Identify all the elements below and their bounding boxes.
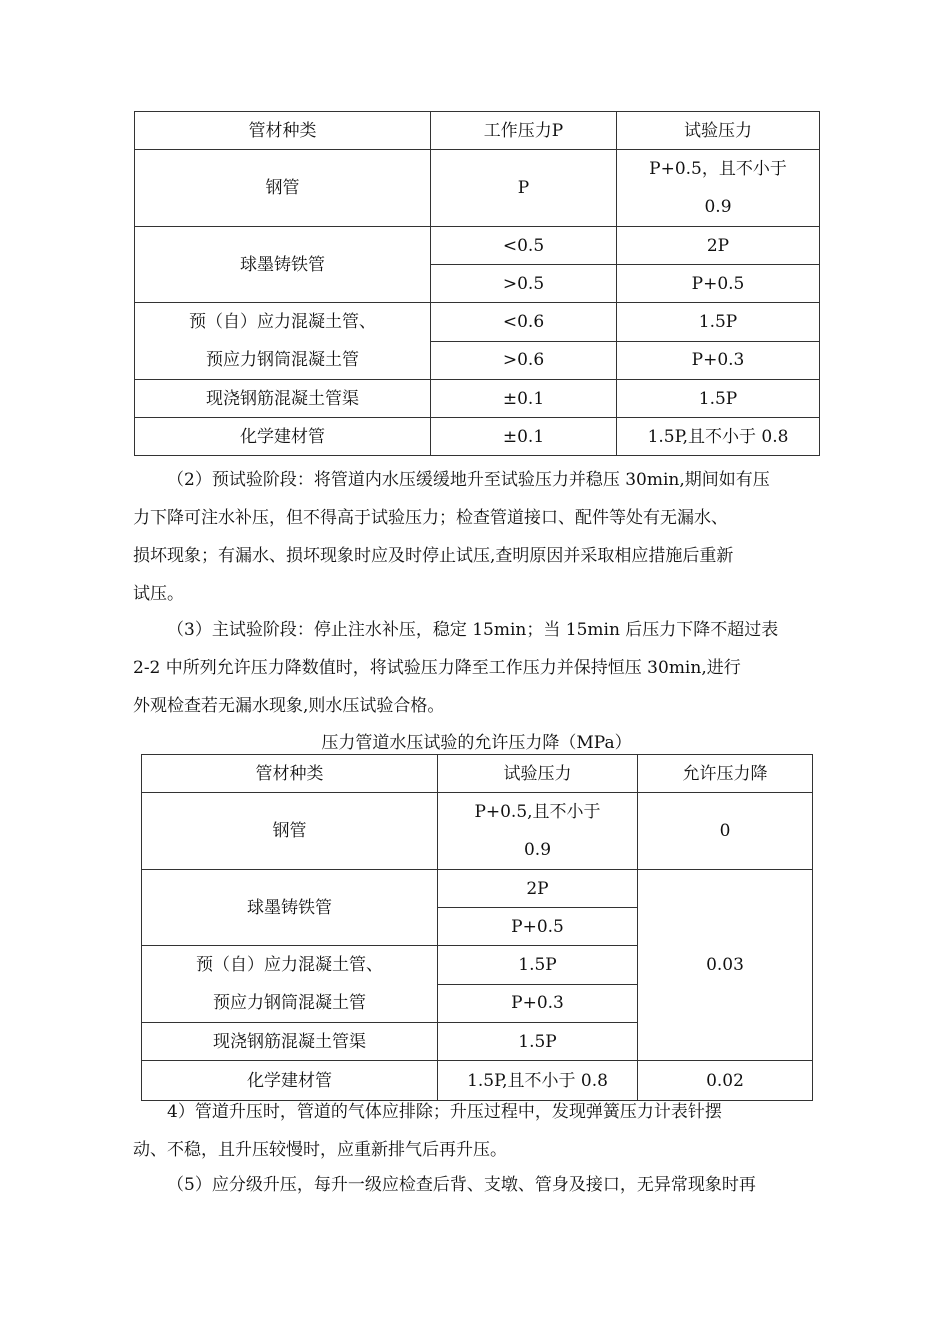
table-caption: 压力管道水压试验的允许压力降（MPa） bbox=[321, 733, 632, 753]
text-line: 4）管道升压时，管道的气体应排除；升压过程中，发现弹簧压力计表针摆 bbox=[167, 1102, 722, 1122]
header-cell: 工作压力P bbox=[431, 112, 617, 150]
text-line: （3）主试验阶段：停止注水补压，稳定 15min；当 15min 后压力下降不超过表 bbox=[167, 620, 779, 640]
text-line: （5）应分级升压，每升一级应检查后背、支墩、管身及接口，无异常现象时再 bbox=[167, 1175, 756, 1195]
material-cell bbox=[142, 946, 438, 1023]
test-pressure-cell: P+0.5 bbox=[617, 265, 820, 303]
text-line: 损坏现象；有漏水、损坏现象时应及时停止试压,查明原因并采取相应措施后重新 bbox=[133, 546, 734, 566]
cell-line: 0.9 bbox=[523, 840, 552, 860]
table-row bbox=[135, 303, 820, 342]
table-row bbox=[142, 793, 813, 870]
work-pressure-cell: ±0.1 bbox=[431, 418, 617, 456]
text-line: 2-2 中所列允许压力降数值时，将试验压力降至工作压力并保持恒压 30min,进行 bbox=[133, 658, 741, 678]
material-cell: 钢管 bbox=[135, 150, 431, 227]
pressure-drop-cell: 0 bbox=[638, 793, 813, 870]
cell-line: 预（自）应力混凝土管、 bbox=[196, 955, 383, 975]
test-pressure-cell: 1.5P,且不小于 0.8 bbox=[438, 1061, 638, 1101]
test-pressure-cell: 1.5P bbox=[438, 946, 638, 985]
text-line: 外观检查若无漏水现象,则水压试验合格。 bbox=[133, 696, 445, 716]
header-cell: 试验压力 bbox=[617, 112, 820, 150]
text-line: 动、不稳，且升压较慢时，应重新排气后再升压。 bbox=[133, 1140, 507, 1160]
text-line: （2）预试验阶段：将管道内水压缓缓地升至试验压力并稳压 30min,期间如有压 bbox=[167, 470, 770, 490]
cell-line: 预（自）应力混凝土管、 bbox=[189, 312, 376, 332]
material-cell: 化学建材管 bbox=[142, 1061, 438, 1101]
work-pressure-cell: P bbox=[431, 150, 617, 227]
header-cell: 管材种类 bbox=[142, 755, 438, 793]
pressure-drop-cell: 0.03 bbox=[638, 870, 813, 1061]
paragraph-pretest bbox=[133, 461, 823, 613]
cell-line: P+0.5，且不小于 bbox=[649, 159, 787, 179]
header-cell: 试验压力 bbox=[438, 755, 638, 793]
header-cell: 允许压力降 bbox=[638, 755, 813, 793]
work-pressure-cell: >0.6 bbox=[431, 341, 617, 380]
table-row bbox=[135, 380, 820, 418]
allowable-pressure-drop-table bbox=[141, 754, 813, 1101]
text-line: 试压。 bbox=[133, 584, 184, 604]
table-header-row bbox=[142, 755, 813, 793]
cell-line: 0.9 bbox=[704, 197, 732, 217]
test-pressure-cell: 1.5P bbox=[617, 303, 820, 342]
paragraph-pressurizing bbox=[133, 1093, 823, 1169]
table-row bbox=[135, 418, 820, 456]
work-pressure-cell: >0.5 bbox=[431, 265, 617, 303]
table-row bbox=[135, 150, 820, 227]
material-cell: 球墨铸铁管 bbox=[142, 870, 438, 946]
material-cell: 现浇钢筋混凝土管渠 bbox=[135, 380, 431, 418]
test-pressure-cell bbox=[617, 150, 820, 227]
test-pressure-cell: P+0.5 bbox=[438, 908, 638, 946]
test-pressure-cell: 1.5P,且不小于 0.8 bbox=[617, 418, 820, 456]
test-pressure-cell bbox=[438, 793, 638, 870]
pressure-drop-cell: 0.02 bbox=[638, 1061, 813, 1101]
work-pressure-cell: <0.6 bbox=[431, 303, 617, 342]
cell-line: P+0.5,且不小于 bbox=[474, 802, 601, 822]
test-pressure-cell: 2P bbox=[617, 227, 820, 265]
test-pressure-cell: P+0.3 bbox=[617, 341, 820, 380]
test-pressure-cell: 1.5P bbox=[617, 380, 820, 418]
material-cell: 钢管 bbox=[142, 793, 438, 870]
table-header-row bbox=[135, 112, 820, 150]
material-cell bbox=[135, 303, 431, 380]
cell-line: 预应力钢筒混凝土管 bbox=[206, 350, 359, 370]
material-cell: 化学建材管 bbox=[135, 418, 431, 456]
paragraph-main-test bbox=[133, 611, 823, 725]
table-row bbox=[135, 227, 820, 265]
material-cell: 现浇钢筋混凝土管渠 bbox=[142, 1023, 438, 1061]
material-cell: 球墨铸铁管 bbox=[135, 227, 431, 303]
paragraph-staged-pressurizing bbox=[133, 1166, 823, 1204]
work-pressure-cell: ±0.1 bbox=[431, 380, 617, 418]
test-pressure-cell: 1.5P bbox=[438, 1023, 638, 1061]
test-pressure-cell: 2P bbox=[438, 870, 638, 908]
test-pressure-cell: P+0.3 bbox=[438, 984, 638, 1023]
test-pressure-table bbox=[134, 111, 820, 456]
table-row bbox=[142, 870, 813, 908]
cell-line: 预应力钢筒混凝土管 bbox=[213, 993, 366, 1013]
work-pressure-cell: <0.5 bbox=[431, 227, 617, 265]
text-line: 力下降可注水补压，但不得高于试验压力；检查管道接口、配件等处有无漏水、 bbox=[133, 508, 728, 528]
header-cell: 管材种类 bbox=[135, 112, 431, 150]
